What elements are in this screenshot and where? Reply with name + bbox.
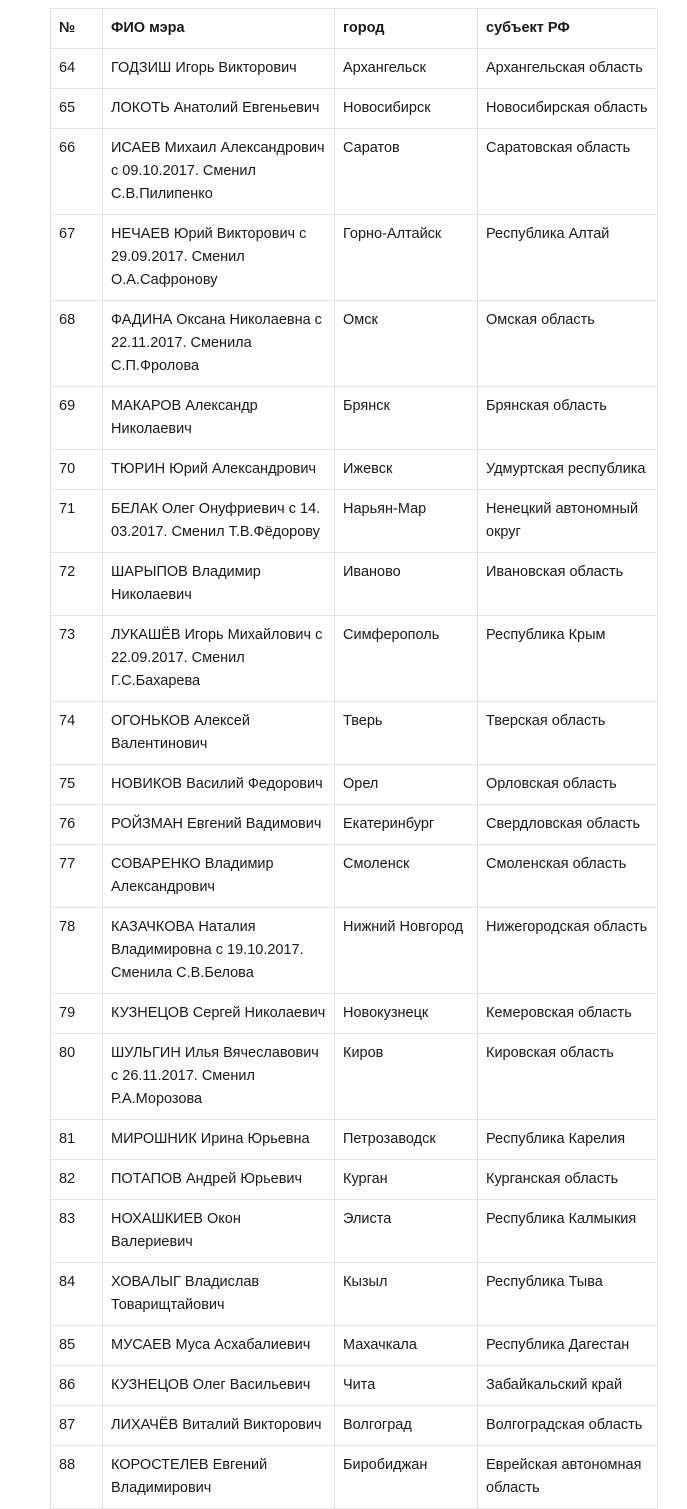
cell-region: Республика Калмыкия — [478, 1200, 658, 1263]
cell-city: Иваново — [335, 553, 478, 616]
cell-region: Республика Алтай — [478, 215, 658, 301]
cell-region: Еврейская автономная область — [478, 1446, 658, 1509]
cell-num: 83 — [51, 1200, 103, 1263]
cell-num: 87 — [51, 1406, 103, 1446]
cell-name: ХОВАЛЫГ Владислав Товарищтайович — [103, 1263, 335, 1326]
cell-num: 80 — [51, 1034, 103, 1120]
table-row — [51, 702, 658, 765]
cell-num: 67 — [51, 215, 103, 301]
cell-region: Нижегородская область — [478, 908, 658, 994]
cell-region: Республика Карелия — [478, 1120, 658, 1160]
cell-name: КАЗАЧКОВА Наталия Владимировна с 19.10.2017. Сменила С.В.Белова — [103, 908, 335, 994]
cell-num: 78 — [51, 908, 103, 994]
cell-num: 71 — [51, 490, 103, 553]
cell-city: Чита — [335, 1366, 478, 1406]
cell-name: ФАДИНА Оксана Николаевна с 22.11.2017. Сменила С.П.Фролова — [103, 301, 335, 387]
table-row — [51, 1120, 658, 1160]
cell-num: 79 — [51, 994, 103, 1034]
cell-num: 76 — [51, 805, 103, 845]
cell-region: Саратовская область — [478, 129, 658, 215]
cell-name: РОЙЗМАН Евгений Вадимович — [103, 805, 335, 845]
cell-name: ГОДЗИШ Игорь Викторович — [103, 49, 335, 89]
cell-city: Ижевск — [335, 450, 478, 490]
cell-num: 66 — [51, 129, 103, 215]
cell-region: Свердловская область — [478, 805, 658, 845]
cell-name: ЛИХАЧЁВ Виталий Викторович — [103, 1406, 335, 1446]
cell-name: БЕЛАК Олег Онуфриевич с 14. 03.2017. Сменил Т.В.Фёдорову — [103, 490, 335, 553]
cell-city: Тверь — [335, 702, 478, 765]
cell-name: НОХАШКИЕВ Окон Валериевич — [103, 1200, 335, 1263]
cell-region: Волгоградская область — [478, 1406, 658, 1446]
table-row — [51, 450, 658, 490]
cell-name: ЛОКОТЬ Анатолий Евгеньевич — [103, 89, 335, 129]
table-row — [51, 129, 658, 215]
mayors-table — [50, 8, 658, 1509]
cell-city: Екатеринбург — [335, 805, 478, 845]
table-row — [51, 49, 658, 89]
table-row — [51, 1446, 658, 1509]
cell-name: ОГОНЬКОВ Алексей Валентинович — [103, 702, 335, 765]
cell-name: ШУЛЬГИН Илья Вячеславович с 26.11.2017. Сменил Р.А.Морозова — [103, 1034, 335, 1120]
cell-num: 77 — [51, 845, 103, 908]
cell-city: Орел — [335, 765, 478, 805]
cell-region: Брянская область — [478, 387, 658, 450]
cell-num: 85 — [51, 1326, 103, 1366]
cell-city: Омск — [335, 301, 478, 387]
cell-name: ИСАЕВ Михаил Александрович с 09.10.2017. Сменил С.В.Пилипенко — [103, 129, 335, 215]
table-row — [51, 1160, 658, 1200]
cell-num: 70 — [51, 450, 103, 490]
table-row — [51, 1326, 658, 1366]
cell-name: ЛУКАШЁВ Игорь Михайлович с 22.09.2017. Сменил Г.С.Бахарева — [103, 616, 335, 702]
cell-num: 69 — [51, 387, 103, 450]
table-row — [51, 1034, 658, 1120]
cell-num: 65 — [51, 89, 103, 129]
cell-region: Тверская область — [478, 702, 658, 765]
cell-name: СОВАРЕНКО Владимир Александрович — [103, 845, 335, 908]
cell-num: 82 — [51, 1160, 103, 1200]
cell-name: ТЮРИН Юрий Александрович — [103, 450, 335, 490]
cell-region: Республика Дагестан — [478, 1326, 658, 1366]
table-row — [51, 89, 658, 129]
cell-name: НОВИКОВ Василий Федорович — [103, 765, 335, 805]
cell-region: Новосибирская область — [478, 89, 658, 129]
table-row — [51, 1366, 658, 1406]
table-row — [51, 994, 658, 1034]
cell-num: 64 — [51, 49, 103, 89]
cell-num: 68 — [51, 301, 103, 387]
table-row — [51, 301, 658, 387]
cell-city: Архангельск — [335, 49, 478, 89]
cell-region: Курганская область — [478, 1160, 658, 1200]
cell-region: Смоленская область — [478, 845, 658, 908]
cell-region: Республика Крым — [478, 616, 658, 702]
cell-city: Горно-Алтайск — [335, 215, 478, 301]
cell-region: Республика Тыва — [478, 1263, 658, 1326]
cell-region: Омская область — [478, 301, 658, 387]
cell-city: Саратов — [335, 129, 478, 215]
table-row — [51, 387, 658, 450]
cell-name: КУЗНЕЦОВ Сергей Николаевич — [103, 994, 335, 1034]
table-header-row — [51, 9, 658, 49]
cell-num: 74 — [51, 702, 103, 765]
header-city: город — [335, 9, 478, 49]
cell-name: МУСАЕВ Муса Асхабалиевич — [103, 1326, 335, 1366]
cell-city: Махачкала — [335, 1326, 478, 1366]
cell-city: Волгоград — [335, 1406, 478, 1446]
cell-city: Биробиджан — [335, 1446, 478, 1509]
cell-num: 81 — [51, 1120, 103, 1160]
table-row — [51, 845, 658, 908]
cell-name: КОРОСТЕЛЕВ Евгений Владимирович — [103, 1446, 335, 1509]
cell-num: 84 — [51, 1263, 103, 1326]
cell-city: Симферополь — [335, 616, 478, 702]
table-row — [51, 1200, 658, 1263]
cell-name: ПОТАПОВ Андрей Юрьевич — [103, 1160, 335, 1200]
cell-city: Курган — [335, 1160, 478, 1200]
header-region: субъект РФ — [478, 9, 658, 49]
cell-region: Орловская область — [478, 765, 658, 805]
cell-region: Кемеровская область — [478, 994, 658, 1034]
cell-name: ШАРЫПОВ Владимир Николаевич — [103, 553, 335, 616]
cell-region: Ивановская область — [478, 553, 658, 616]
cell-name: НЕЧАЕВ Юрий Викторович с 29.09.2017. Сменил О.А.Сафронову — [103, 215, 335, 301]
cell-num: 73 — [51, 616, 103, 702]
table-row — [51, 490, 658, 553]
table-row — [51, 765, 658, 805]
cell-region: Забайкальский край — [478, 1366, 658, 1406]
cell-num: 86 — [51, 1366, 103, 1406]
cell-city: Новосибирск — [335, 89, 478, 129]
cell-city: Новокузнецк — [335, 994, 478, 1034]
table-row — [51, 908, 658, 994]
table-row — [51, 805, 658, 845]
cell-region: Архангельская область — [478, 49, 658, 89]
cell-city: Кызыл — [335, 1263, 478, 1326]
cell-name: КУЗНЕЦОВ Олег Васильевич — [103, 1366, 335, 1406]
cell-city: Смоленск — [335, 845, 478, 908]
cell-city: Нарьян-Мар — [335, 490, 478, 553]
table-row — [51, 215, 658, 301]
table-row — [51, 1406, 658, 1446]
cell-city: Нижний Новгород — [335, 908, 478, 994]
cell-num: 75 — [51, 765, 103, 805]
table-row — [51, 616, 658, 702]
cell-num: 72 — [51, 553, 103, 616]
header-num: № — [51, 9, 103, 49]
cell-city: Элиста — [335, 1200, 478, 1263]
cell-city: Петрозаводск — [335, 1120, 478, 1160]
table-row — [51, 553, 658, 616]
cell-name: МАКАРОВ Александр Николаевич — [103, 387, 335, 450]
cell-num: 88 — [51, 1446, 103, 1509]
cell-region: Удмуртская республика — [478, 450, 658, 490]
table-row — [51, 1263, 658, 1326]
cell-name: МИРОШНИК Ирина Юрьевна — [103, 1120, 335, 1160]
cell-city: Брянск — [335, 387, 478, 450]
cell-region: Ненецкий автономный округ — [478, 490, 658, 553]
cell-city: Киров — [335, 1034, 478, 1120]
cell-region: Кировская область — [478, 1034, 658, 1120]
header-name: ФИО мэра — [103, 9, 335, 49]
